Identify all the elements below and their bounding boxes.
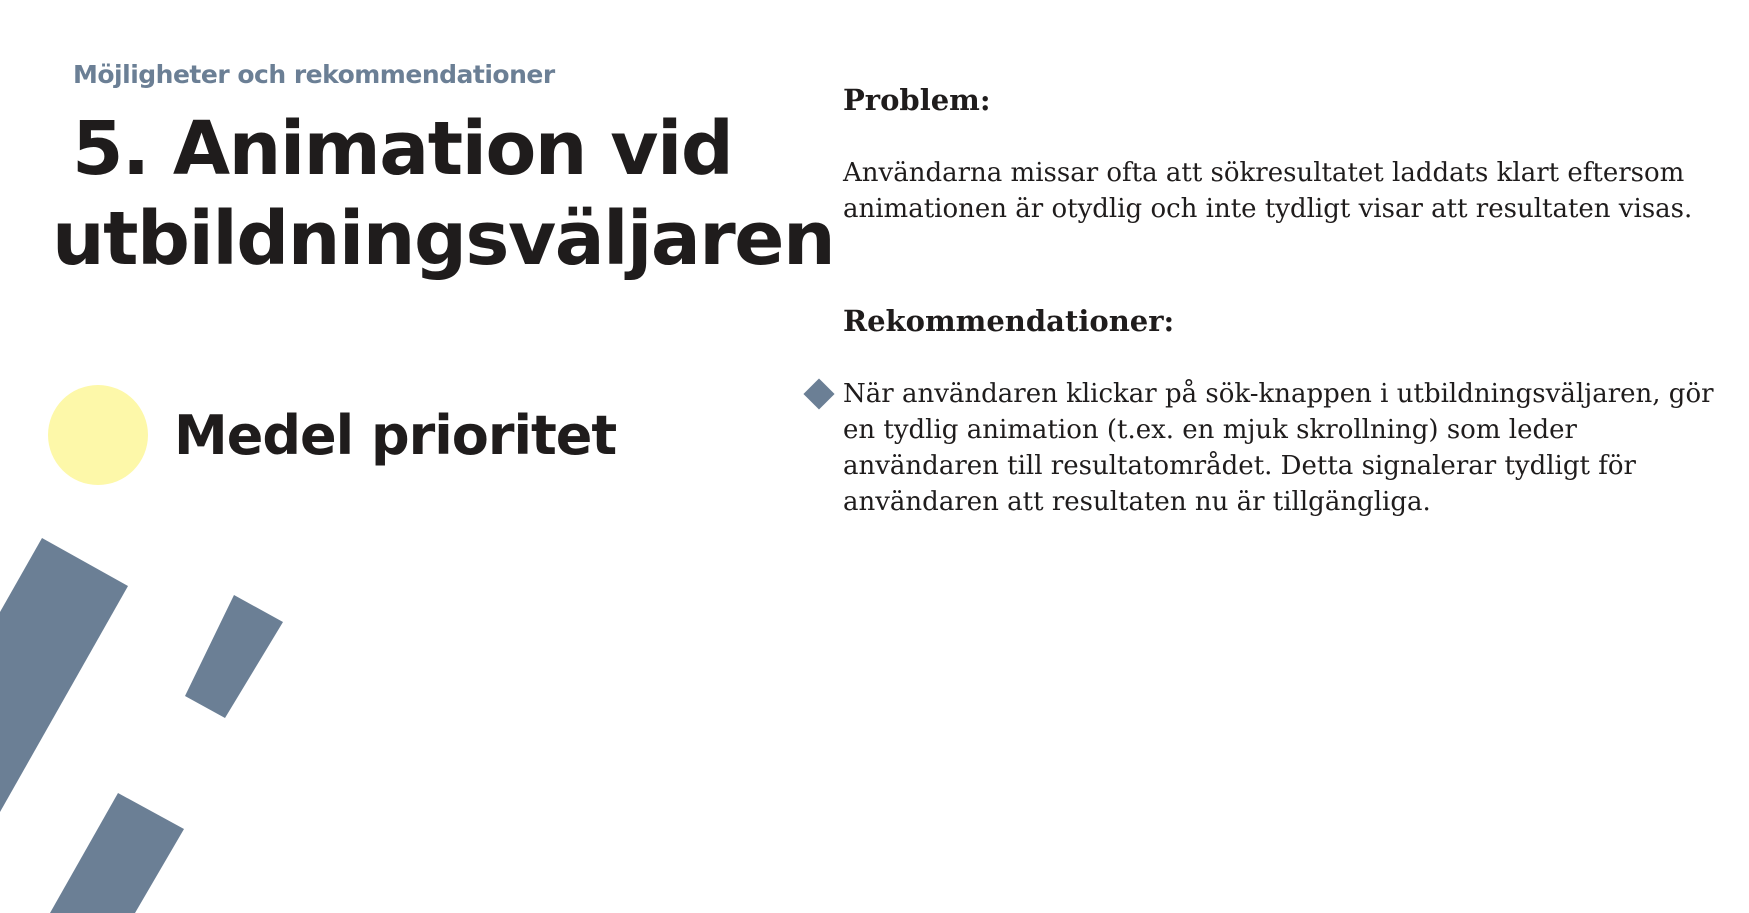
section-kicker: Möjligheter och rekommendationer xyxy=(73,60,555,89)
recommendations-heading: Rekommendationer: xyxy=(843,304,1175,338)
problem-heading: Problem: xyxy=(843,83,991,117)
problem-text: Användarna missar ofta att sökresultatet laddats klart eftersom animationen är otydlig och inte tydligt visar att resultaten visas. xyxy=(843,158,1693,224)
recommendation-item xyxy=(843,376,1733,520)
title-line-1: 5. Animation vid xyxy=(72,106,733,192)
decorative-bar-small xyxy=(185,595,283,718)
title-line-2: utbildningsväljaren xyxy=(52,196,835,282)
diamond-bullet-icon xyxy=(803,378,834,409)
priority-badge xyxy=(48,384,616,486)
priority-label: Medel prioritet xyxy=(174,403,617,467)
priority-dot-icon xyxy=(48,385,148,485)
decorative-bar-large xyxy=(0,538,128,812)
page-title xyxy=(52,104,835,284)
content-column xyxy=(843,80,1733,520)
recommendation-text: När användaren klickar på sök-knappen i utbildningsväljaren, gör en tydlig animation (t.ex. en mjuk skrollning) som leder användaren till resultatområdet. Detta signalerar tydligt för användaren att resultaten nu är tillgängliga. xyxy=(843,379,1714,517)
decorative-bar-bottom xyxy=(50,793,184,913)
